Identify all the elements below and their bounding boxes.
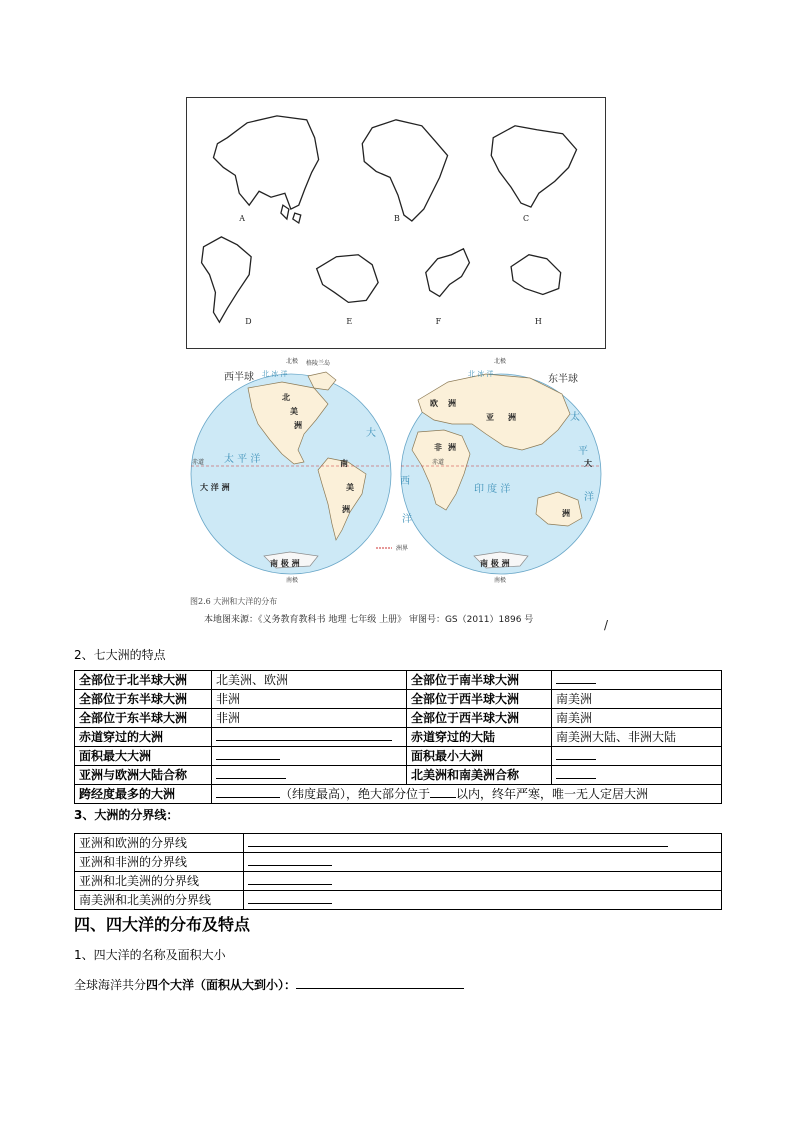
east-pacific-2: 平 [578, 446, 588, 457]
cell-answer[interactable] [212, 766, 407, 785]
last-row-text-2: 以内，终年严寒，唯一无人定居大洲 [456, 787, 649, 801]
cell-label: 亚洲与欧洲大陆合称 [75, 766, 212, 785]
cell-label: 全部位于南半球大洲 [407, 671, 552, 690]
east-asia-2: 洲 [508, 413, 516, 422]
east-oceania-3: 洲 [562, 509, 570, 518]
slash-mark: / [604, 618, 609, 632]
east-atlantic-2: 洋 [402, 514, 412, 525]
cell-label: 赤道穿过的大洲 [75, 728, 212, 747]
answer-blank[interactable] [216, 766, 286, 779]
west-sa-3: 洲 [342, 505, 350, 514]
cell-answer[interactable] [244, 872, 722, 891]
east-arctic-ocean: 北 冰 洋 [468, 370, 494, 378]
east-africa-2: 洲 [448, 443, 456, 452]
greenland-label: 格陵兰岛 [306, 360, 331, 367]
west-pacific: 太 平 洋 [224, 454, 261, 465]
answer-blank[interactable] [248, 853, 332, 866]
answer-blank[interactable] [248, 834, 668, 847]
table-row [75, 766, 722, 785]
east-antarctica-label: 南 极 洲 [480, 559, 510, 568]
boundary-table [74, 833, 722, 910]
answer-blank[interactable] [556, 766, 596, 779]
outline-letter-b: B [394, 214, 400, 224]
east-africa-1: 非 [434, 443, 442, 452]
outline-south-america [202, 237, 252, 322]
east-oceania-2: 洋 [584, 492, 594, 503]
cell-answer: 南美洲 [552, 690, 722, 709]
hemisphere-svg [186, 354, 606, 590]
cell-answer-wide[interactable] [212, 785, 722, 804]
answer-blank[interactable] [556, 747, 596, 760]
cell-label: 南美洲和北美洲的分界线 [75, 891, 244, 910]
cell-answer[interactable] [212, 728, 407, 747]
section-4-title: 四、四大洋的分布及特点 [74, 915, 251, 934]
table-row [75, 853, 722, 872]
hemisphere-map [186, 354, 606, 590]
outline-africa [362, 120, 447, 224]
section-2-title: 2、七大洲的特点 [74, 648, 166, 662]
answer-blank[interactable] [216, 728, 392, 741]
east-south-pole: 南极 [494, 577, 507, 584]
cell-answer[interactable] [244, 834, 722, 853]
outline-letter-e: E [346, 317, 353, 327]
outline-letter-d: D [245, 317, 252, 327]
cell-answer[interactable] [552, 747, 722, 766]
cell-answer[interactable] [552, 671, 722, 690]
west-arctic-ocean: 北 冰 洋 [262, 370, 288, 378]
cell-label: 全部位于东半球大洲 [75, 690, 212, 709]
outline-antarctica [317, 255, 379, 303]
continent-outline-map [186, 97, 606, 349]
outline-asia [213, 116, 318, 209]
cell-answer: 非洲 [212, 690, 407, 709]
map-source: 本地图来源：《义务教育教科书 地理 七年级 上册》 审图号：GS（2011）1896 号 [204, 615, 534, 625]
table-row [75, 834, 722, 853]
west-oceania: 大 洋 洲 [200, 483, 230, 492]
cell-label: 北美洲和南美洲合称 [407, 766, 552, 785]
cell-answer[interactable] [552, 766, 722, 785]
cell-answer[interactable] [244, 891, 722, 910]
east-europe-1: 欧 [430, 399, 438, 408]
west-south-pole: 南极 [286, 577, 299, 584]
answer-blank[interactable] [248, 891, 332, 904]
west-hemisphere-title: 西半球 [224, 372, 254, 383]
east-atlantic-1: 西 [400, 476, 410, 487]
cell-label: 亚洲和欧洲的分界线 [75, 834, 244, 853]
cell-label: 全部位于东半球大洲 [75, 709, 212, 728]
continent-outline-svg [187, 98, 605, 348]
cell-answer[interactable] [212, 747, 407, 766]
outline-oceania [511, 255, 561, 295]
cell-answer: 南美洲 [552, 709, 722, 728]
section-4-1-title: 1、四大洋的名称及面积大小 [74, 948, 226, 962]
cell-label: 全部位于北半球大洲 [75, 671, 212, 690]
east-asia-1: 亚 [486, 413, 494, 422]
cell-label: 面积最大大洲 [75, 747, 212, 766]
cell-answer[interactable] [244, 853, 722, 872]
answer-blank[interactable] [556, 671, 596, 684]
answer-blank[interactable] [216, 785, 280, 798]
west-sa-1: 南 [340, 459, 348, 468]
west-na-1: 北 [282, 393, 290, 402]
east-europe-2: 洲 [448, 399, 456, 408]
table-row [75, 671, 722, 690]
continent-features-table [74, 670, 722, 804]
cell-label: 亚洲和非洲的分界线 [75, 853, 244, 872]
table-row [75, 785, 722, 804]
west-na-2: 美 [290, 407, 298, 416]
cell-answer: 北美洲、欧洲 [212, 671, 407, 690]
west-antarctica-label: 南 极 洲 [270, 559, 300, 568]
cell-answer: 非洲 [212, 709, 407, 728]
east-oceania-1: 大 [584, 459, 592, 468]
table-row [75, 891, 722, 910]
west-north-pole: 北极 [286, 358, 299, 365]
question-prefix: 全球海洋共分 [74, 978, 147, 992]
cell-answer: 南美洲大陆、非洲大陆 [552, 728, 722, 747]
outline-letter-h: H [534, 317, 542, 327]
west-atlantic: 大 [366, 428, 376, 439]
west-na-3: 洲 [294, 421, 302, 430]
section-3-title: 3、大洲的分界线： [74, 808, 179, 822]
outline-letter-a: A [239, 214, 245, 224]
east-north-pole: 北极 [494, 358, 507, 365]
cell-label: 亚洲和北美洲的分界线 [75, 872, 244, 891]
table-row [75, 728, 722, 747]
outline-north-america [491, 126, 576, 207]
east-pacific-1: 太 [570, 412, 580, 423]
east-indian: 印 度 洋 [474, 484, 511, 495]
east-equator-label: 赤道 [432, 459, 445, 466]
cell-label: 赤道穿过的大陆 [407, 728, 552, 747]
table-row [75, 709, 722, 728]
west-equator-label: 赤道 [192, 459, 205, 466]
outline-letter-c: C [522, 214, 530, 224]
answer-blank[interactable] [296, 976, 464, 989]
question-bold: 四个大洋（面积从大到小）： [146, 978, 297, 992]
answer-blank[interactable] [248, 872, 332, 885]
east-hemisphere-title: 东半球 [548, 374, 578, 385]
table-row [75, 872, 722, 891]
west-sa-2: 美 [346, 483, 354, 492]
outline-europe [426, 249, 470, 297]
cell-label: 全部位于西半球大洲 [407, 690, 552, 709]
boundary-legend-label: 洲界 [396, 545, 409, 552]
cell-label: 跨经度最多的大洲 [75, 785, 212, 804]
cell-label: 面积最小大洲 [407, 747, 552, 766]
answer-blank[interactable] [430, 785, 456, 798]
ocean-question [74, 976, 464, 993]
cell-label: 全部位于西半球大洲 [407, 709, 552, 728]
outline-letter-f: F [435, 317, 442, 327]
answer-blank[interactable] [216, 747, 280, 760]
last-row-text-1: （纬度最高），绝大部分位于 [280, 787, 431, 801]
table-row [75, 747, 722, 766]
figure-caption: 图2.6 大洲和大洋的分布 [190, 597, 278, 606]
table-row [75, 690, 722, 709]
